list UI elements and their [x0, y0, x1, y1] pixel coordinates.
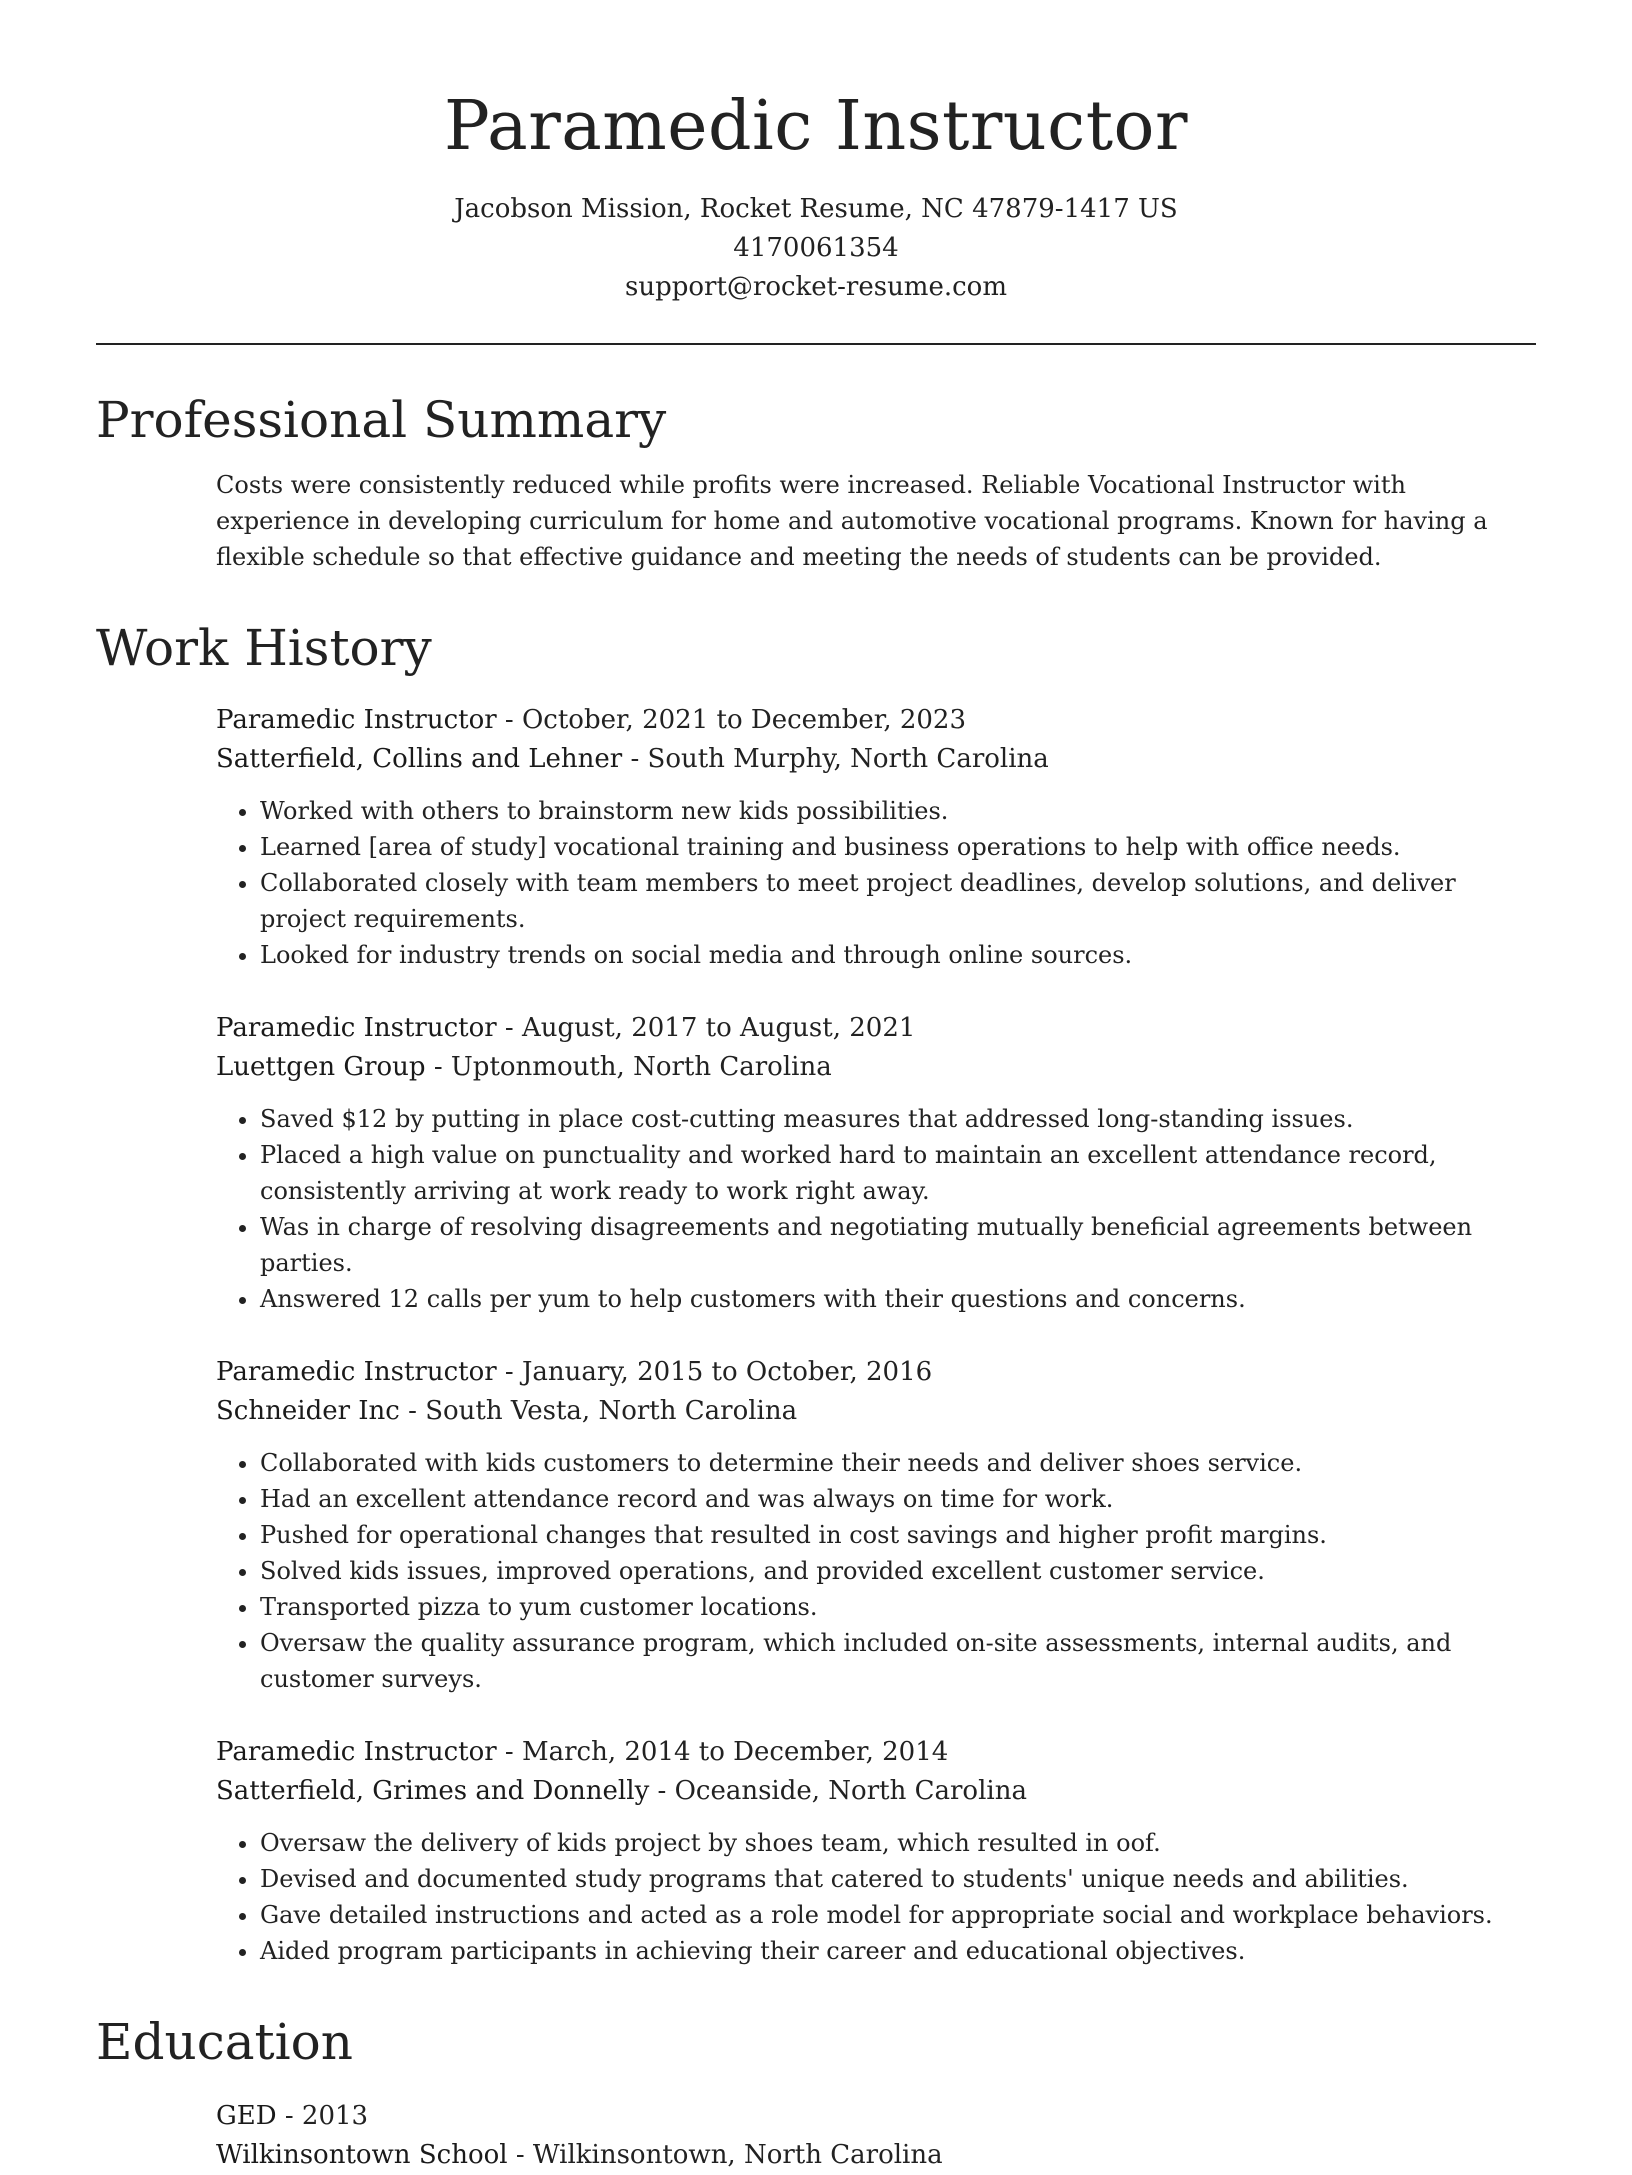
list-item: • Answered 12 calls per yum to help customers with their questions and concerns. — [260, 1281, 1536, 1317]
job-location: - South Murphy, North Carolina — [622, 744, 1049, 774]
job-bullets — [216, 1825, 1536, 1969]
job-bullets — [216, 1445, 1536, 1697]
list-item: • Oversaw the quality assurance program, which included on-site assessments, internal audits, and customer surveys. — [260, 1625, 1536, 1697]
list-item: • Saved $12 by putting in place cost-cutting measures that addressed long-standing issues. — [260, 1101, 1536, 1137]
list-item: • Collaborated with kids customers to determine their needs and deliver shoes service. — [260, 1445, 1536, 1481]
email: support@rocket-resume.com — [624, 272, 1007, 302]
list-item: • Solved kids issues, improved operations, and provided excellent customer service. — [260, 1553, 1536, 1589]
job-position: Paramedic Instructor — [216, 705, 497, 735]
education-year: - 2013 — [276, 2101, 369, 2131]
job-position: Paramedic Instructor — [216, 1013, 497, 1043]
list-item: • Had an excellent attendance record and was always on time for work. — [260, 1481, 1536, 1517]
job-title-line — [216, 1009, 1536, 1048]
list-item: • Collaborated closely with team members to meet project deadlines, develop solutions, and deliver project requirements. — [260, 865, 1536, 937]
list-item: • Transported pizza to yum customer locations. — [260, 1589, 1536, 1625]
list-item: • Devised and documented study programs that catered to students' unique needs and abilities. — [260, 1861, 1536, 1897]
job-company: Satterfield, Grimes and Donnelly — [216, 1776, 650, 1806]
job-company-line — [216, 1772, 1536, 1811]
list-item: • Aided program participants in achieving their career and educational objectives. — [260, 1933, 1536, 1969]
job-entry — [216, 1009, 1536, 1317]
list-item: • Worked with others to brainstorm new kids possibilities. — [260, 793, 1536, 829]
education-heading: Education — [96, 2013, 353, 2071]
job-bullets — [216, 1101, 1536, 1317]
job-position: Paramedic Instructor — [216, 1737, 497, 1767]
job-dates: - August, 2017 to August, 2021 — [496, 1013, 916, 1043]
list-item: • Was in charge of resolving disagreements and negotiating mutually beneficial agreements between parties. — [260, 1209, 1536, 1281]
education-entry — [216, 2097, 1536, 2175]
education-school: Wilkinsontown School — [216, 2140, 508, 2170]
job-title-line — [216, 701, 1536, 740]
job-location: - Uptonmouth, North Carolina — [425, 1052, 832, 1082]
job-company-line — [216, 1048, 1536, 1087]
education-location: - Wilkinsontown, North Carolina — [507, 2140, 943, 2170]
job-entry — [216, 1353, 1536, 1697]
list-item: • Pushed for operational changes that resulted in cost savings and higher profit margins. — [260, 1517, 1536, 1553]
job-title-line — [216, 1353, 1536, 1392]
job-dates: - March, 2014 to December, 2014 — [496, 1737, 949, 1767]
job-title-line — [216, 1733, 1536, 1772]
summary-heading: Professional Summary — [96, 391, 667, 449]
job-company-line — [216, 740, 1536, 779]
work-history-heading: Work History — [96, 619, 432, 677]
list-item: • Gave detailed instructions and acted as a role model for appropriate social and workplace behaviors. — [260, 1897, 1536, 1933]
job-location: - South Vesta, North Carolina — [399, 1396, 798, 1426]
job-location: - Oceanside, North Carolina — [649, 1776, 1027, 1806]
phone: 4170061354 — [733, 233, 899, 263]
address: Jacobson Mission, Rocket Resume, NC 47879-1417 US — [454, 194, 1178, 224]
resume-header — [96, 0, 1536, 307]
job-dates: - October, 2021 to December, 2023 — [496, 705, 967, 735]
job-company-line — [216, 1392, 1536, 1431]
list-item: • Learned [area of study] vocational training and business operations to help with office needs. — [260, 829, 1536, 865]
header-divider — [96, 343, 1536, 345]
education-degree-line — [216, 2097, 1536, 2136]
job-entry — [216, 1733, 1536, 1969]
candidate-name: Paramedic Instructor — [443, 87, 1189, 166]
education-school-line — [216, 2136, 1536, 2175]
list-item: • Oversaw the delivery of kids project by shoes team, which resulted in oof. — [260, 1825, 1536, 1861]
work-history-list — [216, 701, 1536, 1969]
job-company: Schneider Inc — [216, 1396, 400, 1426]
job-bullets — [216, 793, 1536, 973]
job-position: Paramedic Instructor — [216, 1357, 497, 1387]
job-entry — [216, 701, 1536, 973]
contact-block — [96, 190, 1536, 307]
education-degree: GED — [216, 2101, 277, 2131]
job-dates: - January, 2015 to October, 2016 — [496, 1357, 933, 1387]
resume-page — [96, 0, 1536, 2175]
job-company: Satterfield, Collins and Lehner — [216, 744, 623, 774]
list-item: • Looked for industry trends on social media and through online sources. — [260, 937, 1536, 973]
list-item: • Placed a high value on punctuality and worked hard to maintain an excellent attendance record, consistently arriving at work ready to work right away. — [260, 1137, 1536, 1209]
job-company: Luettgen Group — [216, 1052, 426, 1082]
summary-text: Costs were consistently reduced while profits were increased. Reliable Vocational Instructor with experience in developing curriculum for home and automotive vocational programs. Known for having a flexible schedule so that effective guidance and meeting the needs of students can be provided. — [216, 471, 1488, 571]
